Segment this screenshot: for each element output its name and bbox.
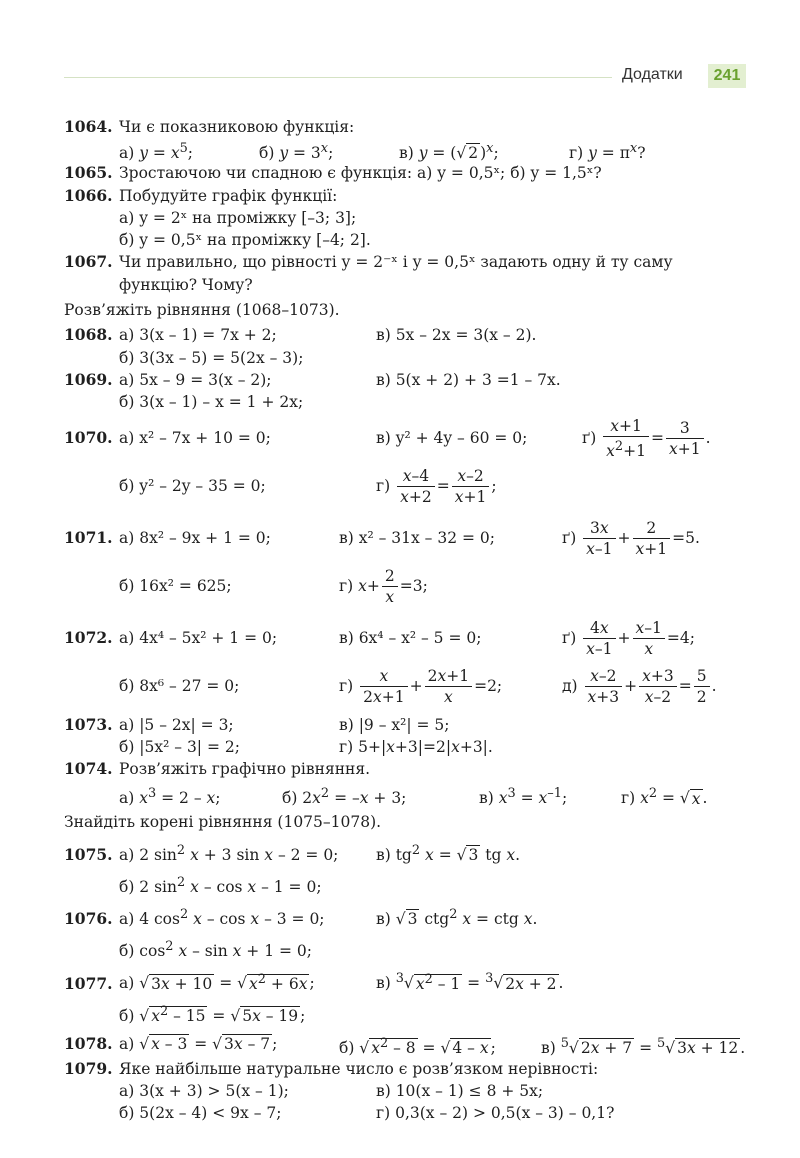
option-v: в) 6x⁴ – x² – 5 = 0;	[339, 628, 482, 647]
option-a: а) $x^3 = 2 - x$;	[119, 786, 221, 808]
problem-1070	[64, 414, 744, 462]
section-heading-1075-1078: Знайдіть корені рівняння (1075–1078).	[64, 813, 382, 832]
problem-1066-b: б) y = 0,5ˣ на проміжку [–4; 2].	[119, 231, 371, 250]
problem-1077	[64, 965, 744, 997]
option-v: в) y² + 4y – 60 = 0;	[376, 428, 528, 447]
option-v: в) 5x – 2x = 3(x – 2).	[376, 326, 537, 345]
option-a: а) 8x² – 9x + 1 = 0;	[119, 528, 271, 547]
problem-number: 1067.	[64, 252, 113, 272]
problem-number: 1073.	[64, 714, 113, 734]
option-v: в) x² – 31x – 32 = 0;	[339, 528, 495, 547]
problem-1072	[64, 614, 744, 662]
problem-1078	[64, 1030, 744, 1058]
problem-1071-row2	[64, 562, 744, 610]
header-rule	[64, 77, 612, 78]
problem-text: Розв’яжіть графічно рівняння.	[119, 760, 371, 779]
option-a: а) 4 $\cos^2 x - \cos x - 3 = 0$;	[119, 907, 325, 929]
problem-number: 1068.	[64, 325, 113, 345]
option-b: б) |5x² – 3| = 2;	[119, 737, 240, 756]
option-a: а) x² – 7x + 10 = 0;	[119, 428, 271, 447]
problem-1067-line2: функцію? Чому?	[119, 275, 253, 294]
problem-number: 1077.	[64, 973, 113, 993]
problem-number: 1069.	[64, 369, 113, 389]
option-g: г) x+ $\frac{2}{x}$ =3;	[339, 567, 428, 607]
problem-text: Яке найбільше натуральне число є розв’язком нерівності:	[119, 1059, 599, 1078]
problem-text: Чи є показниковою функція:	[119, 118, 355, 136]
option-b: б) 5(2x – 4) < 9x – 7;	[119, 1104, 282, 1123]
problem-1068-b: б) 3(3x – 5) = 5(2x – 3);	[119, 348, 304, 367]
problem-1068	[64, 324, 744, 346]
option-g: г) $x^2$ = √ x .	[621, 786, 708, 808]
problem-1074-options	[64, 780, 744, 808]
problem-number: 1076.	[64, 909, 113, 929]
problem-1066	[64, 185, 744, 207]
option-v: в) |9 – x²| = 5;	[339, 715, 450, 734]
problem-number: 1075.	[64, 844, 113, 864]
option-b: б) $2x^2 = -x + 3$;	[282, 786, 407, 808]
option-a: а) 5x – 9 = 3(x – 2);	[119, 370, 272, 389]
problem-1076	[64, 901, 744, 933]
option-v: в) $^3$√ $x^2 - 1 = ^3√$ 2x + 2 .	[376, 971, 564, 993]
problem-number: 1074.	[64, 759, 113, 779]
option-b: б) √ $x^2 - 8$ = √ 4 – x ;	[339, 1035, 496, 1057]
option-a: а) 4x⁴ – 5x² + 1 = 0;	[119, 628, 278, 647]
option-a: а) √ 3x + 10 = √ $x^2 + 6x$ ;	[119, 971, 315, 993]
problem-number: 1065.	[64, 163, 113, 183]
problem-1073	[64, 714, 744, 736]
problem-1075-b: б) 2 $\sin^2 x - \cos x - 1 = 0$;	[119, 874, 322, 897]
problem-text: Зростаючою чи спадною є функція: а) y = 0,5ˣ; б) y = 1,5ˣ?	[119, 164, 602, 183]
problem-text: Чи правильно, що рівності y = 2⁻ˣ і y = 0,5ˣ задають одну й ту саму	[119, 253, 673, 272]
problem-1079	[64, 1058, 744, 1080]
option-a: а) 2 $\sin^2 x + 3$ sin x – 2 = 0;	[119, 842, 339, 864]
problem-1069-b: б) 3(x – 1) – x = 1 + 2x;	[119, 393, 304, 412]
problem-number: 1071.	[64, 527, 113, 547]
option-b: б) 16x² = 625;	[119, 576, 232, 595]
problem-number: 1078.	[64, 1033, 113, 1053]
problem-1076-b: б) $\cos^2 x - \sin x + 1 = 0$;	[119, 939, 313, 961]
problem-number: 1079.	[64, 1058, 113, 1078]
option-a: а) √ x – 3 = √ 3x – 7 ;	[119, 1034, 278, 1053]
option-b: б) $y = 3^x$;	[259, 141, 334, 163]
problem-1075	[64, 837, 744, 869]
option-v: в) 10(x – 1) ≤ 8 + 5x;	[376, 1081, 544, 1100]
problem-1079-row2	[64, 1102, 744, 1124]
option-b: б) 8x⁶ – 27 = 0;	[119, 676, 240, 695]
option-d: д) $\frac{x-2}{x+3}$ + $\frac{x+3}{x-2}$ = $\frac{5}{2}$ .	[562, 667, 717, 707]
problem-1079-row1	[64, 1080, 744, 1102]
problem-1066-a: а) y = 2ˣ на проміжку [–3; 3];	[119, 208, 357, 227]
page-content	[64, 116, 744, 1125]
problem-1067	[64, 251, 744, 273]
option-g: г) $y = \pi^x$?	[569, 141, 646, 163]
problem-number: 1066.	[64, 185, 113, 205]
option-v: в) $x^3 = x^{-1}$;	[479, 786, 568, 808]
option-a: а) 3(x – 1) = 7x + 2;	[119, 326, 277, 345]
problem-1072-row2	[64, 662, 744, 710]
problem-1065	[64, 162, 744, 184]
option-v: в) $^5$√ 2x + 7 = $^5$√ 3x + 12 .	[541, 1035, 746, 1057]
option-v: в) √ 3 ctg$^2$ x = ctg x.	[376, 907, 538, 929]
option-g: г) 0,3(x – 2) > 0,5(x – 3) – 0,1?	[376, 1104, 615, 1123]
problem-1077-b: б) √ $x^2 - 15$ = √ 5x – 19 ;	[119, 1003, 306, 1025]
option-v: в) 5(x + 2) + 3 =1 – 7x.	[376, 370, 561, 389]
option-g: г) 5+|x+3|=2|x+3|.	[339, 737, 493, 756]
option-b: б) y² – 2y – 35 = 0;	[119, 476, 266, 495]
option-v: в) y = (√ 2 )$^x$;	[399, 141, 499, 163]
problem-1074	[64, 758, 744, 780]
page-number: 241	[708, 64, 746, 88]
problem-1064-options	[64, 138, 744, 162]
option-g-prime: ґ) $\frac{x+1}{x^2+1}$ = $\frac{3}{x+1}$ .	[582, 416, 711, 461]
option-v: в) $tg^2$ x = √ 3 tg x.	[376, 842, 521, 864]
problem-number: 1070.	[64, 427, 113, 447]
option-a: а) $y = x^5$;	[119, 141, 194, 163]
option-g-prime: ґ) $\frac{3x}{x-1}$ + $\frac{2}{x+1}$ =5.	[562, 519, 700, 559]
problem-1071	[64, 514, 744, 562]
option-g: г) $\frac{x}{2x+1}$ + $\frac{2x+1}{x}$ =2;	[339, 667, 503, 707]
option-g-prime: ґ) $\frac{4x}{x-1}$ + $\frac{x-1}{x}$ =4;	[562, 619, 695, 659]
problem-1069	[64, 369, 744, 391]
option-a: а) |5 – 2x| = 3;	[119, 715, 234, 734]
option-a: а) 3(x + 3) > 5(x – 1);	[119, 1081, 289, 1100]
problem-number: 1072.	[64, 627, 113, 647]
problem-text: Побудуйте графік функції:	[119, 186, 338, 205]
section-heading-1068-1073: Розв’яжіть рівняння (1068–1073).	[64, 301, 340, 320]
problem-1073-row2	[64, 736, 744, 758]
problem-1070-row2	[64, 462, 744, 510]
problem-1064	[64, 116, 744, 138]
problem-number: 1064.	[64, 117, 113, 136]
option-g: г) $\frac{x-4}{x+2}$ = $\frac{x-2}{x+1}$ ;	[376, 467, 497, 507]
header-section-title: Додатки	[622, 66, 683, 83]
